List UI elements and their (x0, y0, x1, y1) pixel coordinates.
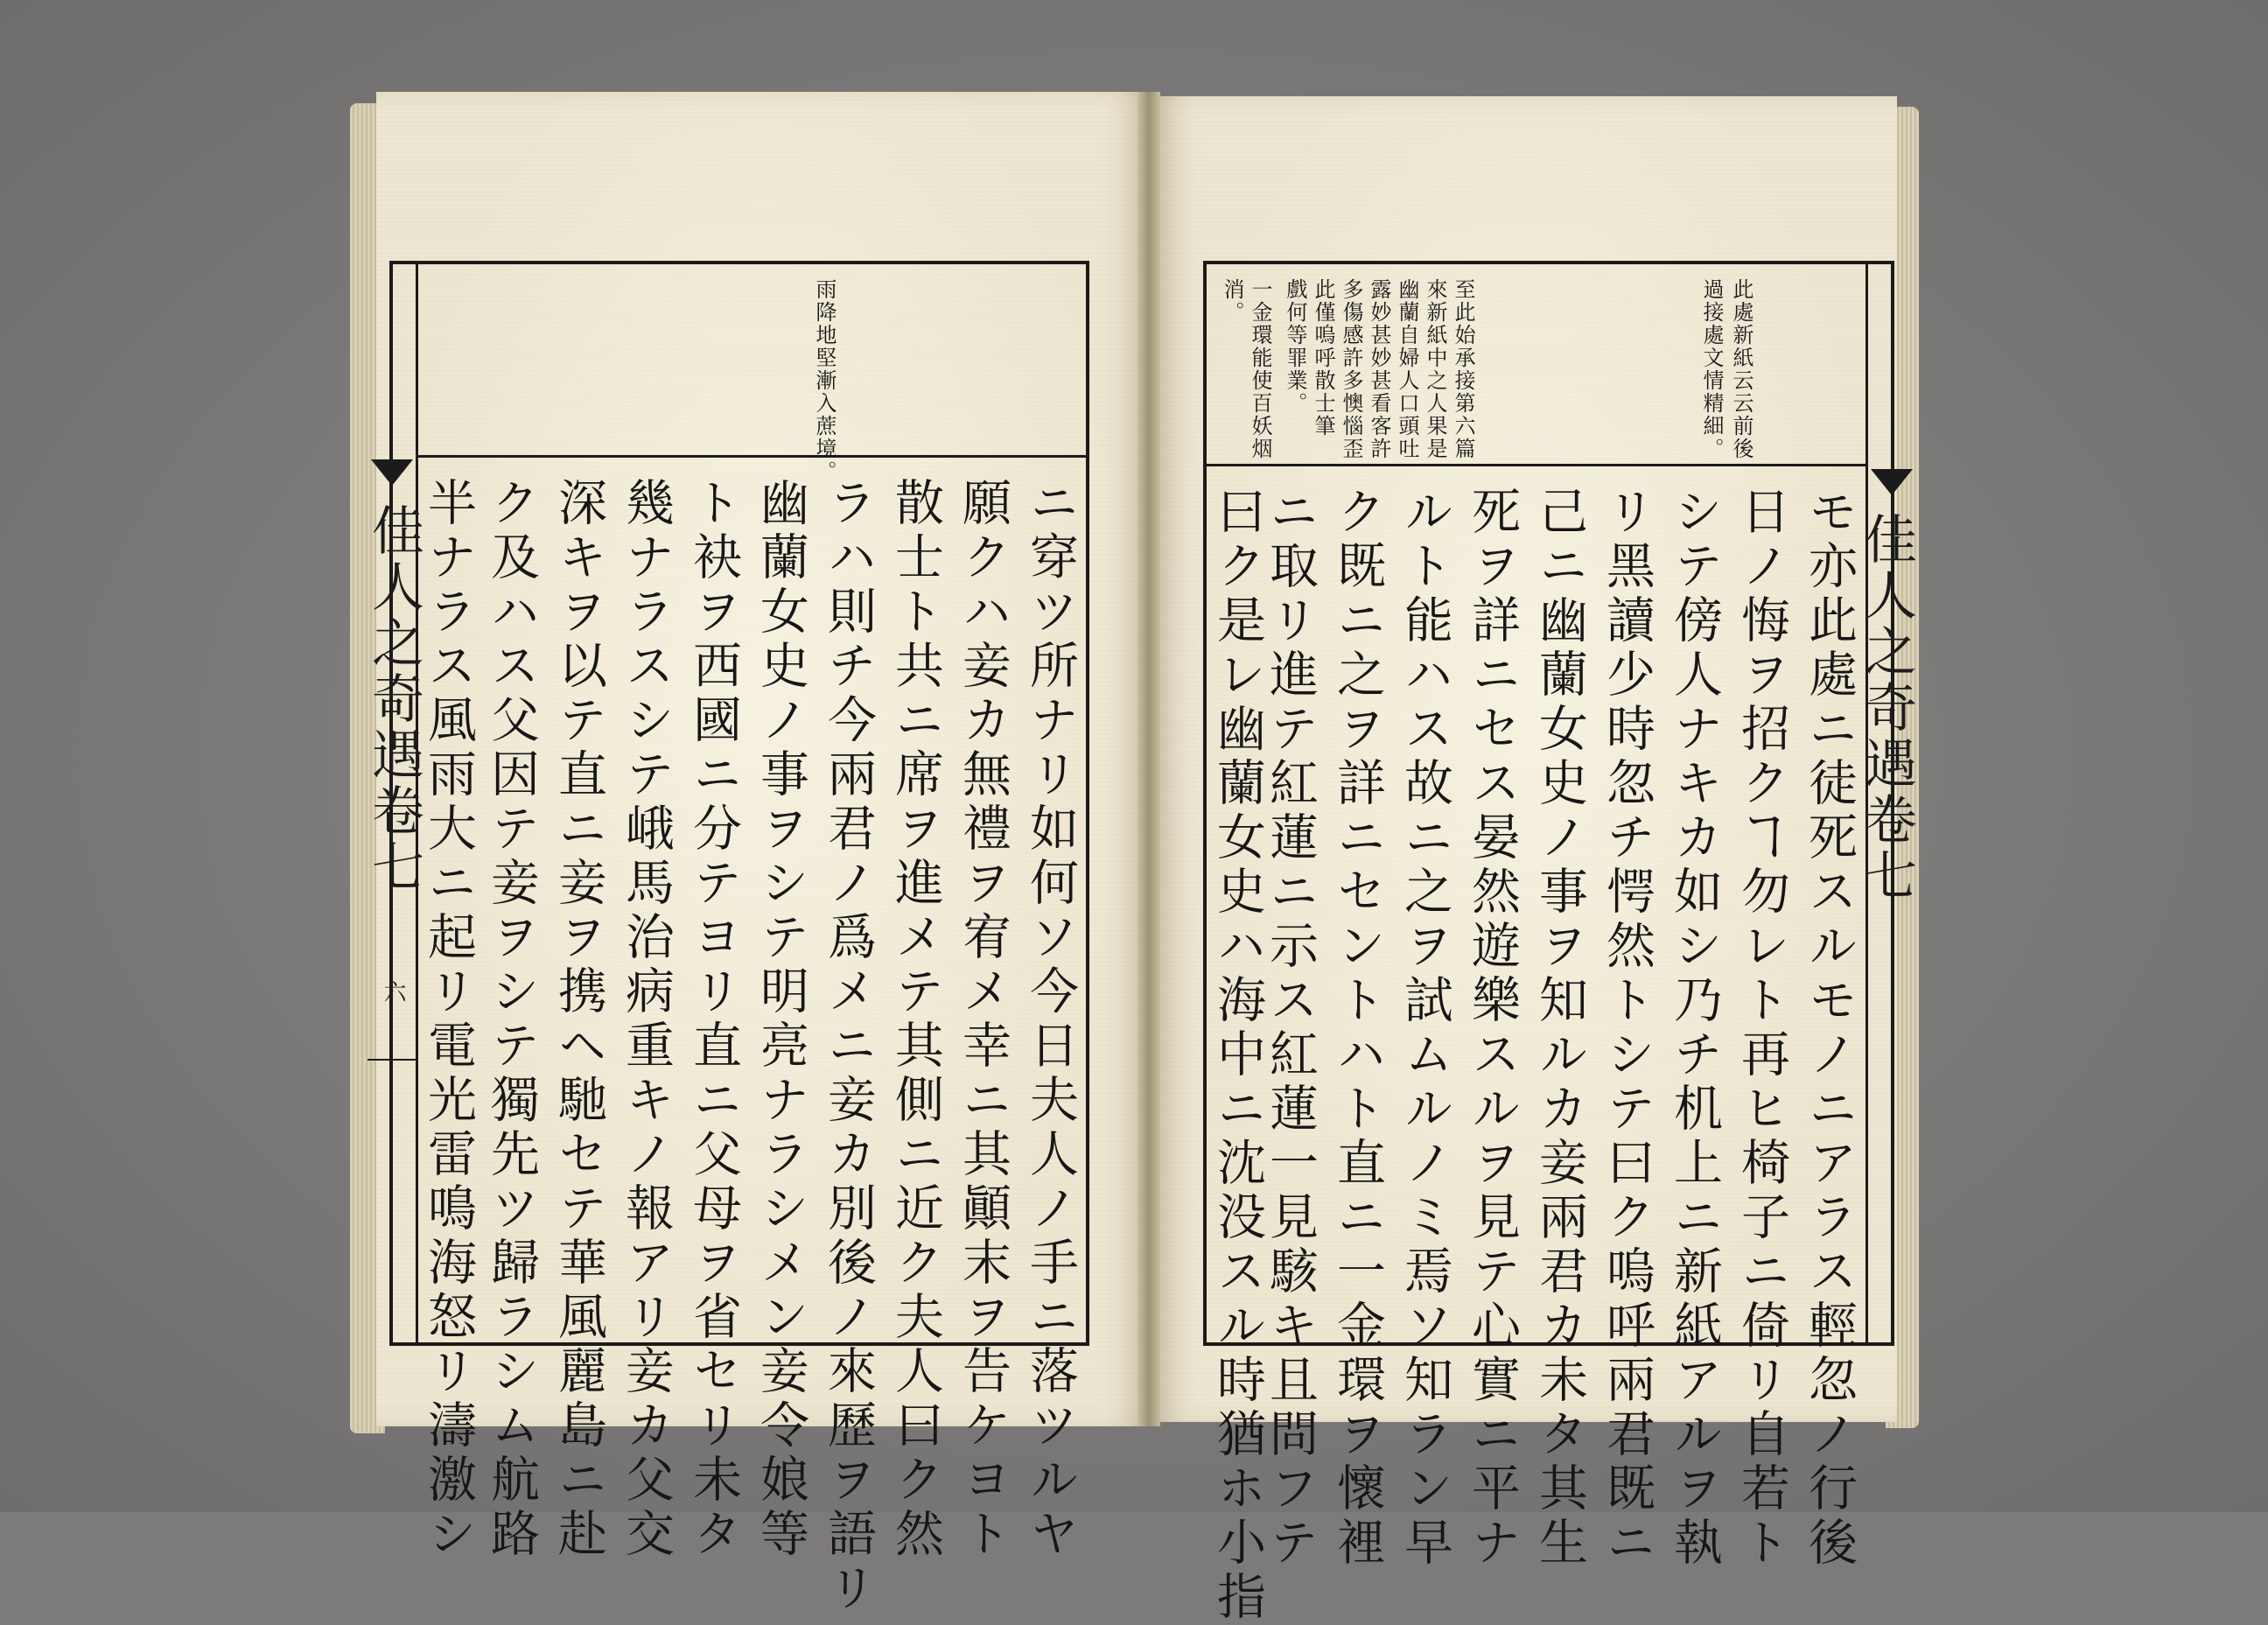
left-fishtail-mark (371, 459, 413, 486)
left-header-rule (416, 455, 1089, 458)
left-text-column-3: 散士ト共ニ席ヲ進メテ其側ニ近ク夫人曰ク然 (887, 477, 944, 1562)
right-text-column-2: 日ノ悔ヲ招クヿ勿レト再ヒ椅子ニ倚リ自若ト (1733, 486, 1790, 1571)
right-text-column-1: モ亦此處ニ徒死スルモノニアラス輕忽ノ行後 (1801, 486, 1858, 1571)
right-text-column-10: 曰ク是レ幽蘭女史ハ海中ニ沈没スル時猶ホ小指 (1209, 486, 1266, 1625)
left-spine-rule (368, 1059, 416, 1061)
right-text-column-8: ク既ニ之ヲ詳ニセントハト直ニ一金環ヲ懷裡 (1329, 486, 1386, 1571)
left-text-column-1: ニ穿ツ所ナリ如何ソ今日夫人ノ手ニ落ツルヤ (1022, 477, 1079, 1562)
right-header-note-5: 幽蘭自婦人口頭吐 (1395, 278, 1419, 460)
left-text-column-7: 幾ナラスシテ峨馬治病重キノ報アリ妾カ父交 (618, 477, 675, 1562)
right-header-note-4: 來新紙中之人果是 (1423, 278, 1447, 460)
right-header-note-6: 露妙甚妙甚看客許 (1367, 278, 1391, 460)
right-text-column-4: リ黑讀少時忽チ愕然トシテ曰ク嗚呼兩君既ニ (1599, 486, 1656, 1571)
right-text-column-6: 死ヲ詳ニセス晏然遊樂スルヲ見テ心實ニ平ナ (1464, 486, 1521, 1571)
right-header-note-2: 過接處文情精細。 (1699, 278, 1724, 460)
right-header-note-8: 此僅嗚呼散士筆 (1311, 278, 1335, 438)
right-text-column-9: ニ取リ進テ紅蓮ニ示ス紅蓮一見駭キ且問フテ (1262, 486, 1319, 1571)
right-header-rule (1203, 464, 1868, 466)
right-text-column-5: 己ニ幽蘭女史ノ事ヲ知ルカ妾兩君カ未タ其生 (1531, 486, 1588, 1571)
right-header-note-10: 一金環能使百妖烟 (1248, 278, 1272, 460)
left-header-note: 雨降地堅漸入蔗境。 (812, 278, 836, 483)
book-gutter (1138, 92, 1160, 1426)
right-text-column-3: シテ傍人ナキカ如シ乃チ机上ニ新紙アルヲ執 (1666, 486, 1723, 1571)
left-page-number: 六 (380, 980, 406, 1003)
left-text-column-2: 願クハ妾カ無禮ヲ宥メ幸ニ其顚末ヲ告ケヨト (955, 477, 1012, 1562)
left-text-column-8: 深キヲ以テ直ニ妾ヲ携ヘ馳セテ華風麗島ニ赴 (550, 477, 607, 1562)
left-text-column-6: ト袂ヲ西國ニ分テヨリ直ニ父母ヲ省セリ未タ (685, 477, 742, 1562)
left-spine-title: 佳人之奇遇卷七 (363, 503, 424, 895)
left-text-column-4: ラハ則チ今兩君ノ爲メニ妾カ別後ノ來歷ヲ語リ (820, 477, 877, 1616)
right-header-note-3: 至此始承接第六篇 (1451, 278, 1475, 460)
right-text-column-7: ルト能ハス故ニ之ヲ試ムルノミ焉ソ知ラン早 (1396, 486, 1453, 1571)
right-header-note-9: 戲何等罪業。 (1283, 278, 1307, 415)
left-text-column-5: 幽蘭女史ノ事ヲシテ明亮ナラシメン妾令娘等 (752, 477, 809, 1562)
right-header-note-11: 消。 (1220, 278, 1244, 324)
left-text-column-9: ク及ハス父因テ妾ヲシテ獨先ツ歸ラシム航路 (483, 477, 540, 1562)
left-text-column-10: 半ナラス風雨大ニ起リ電光雷鳴海怒リ濤激シ (420, 477, 477, 1562)
right-header-note-7: 多傷感許多懊惱歪 (1339, 278, 1363, 460)
right-fishtail-mark (1871, 469, 1913, 495)
right-header-note-1: 此處新紙云云前後 (1729, 278, 1754, 460)
right-spine-title: 佳人之奇遇卷七 (1856, 512, 1917, 904)
